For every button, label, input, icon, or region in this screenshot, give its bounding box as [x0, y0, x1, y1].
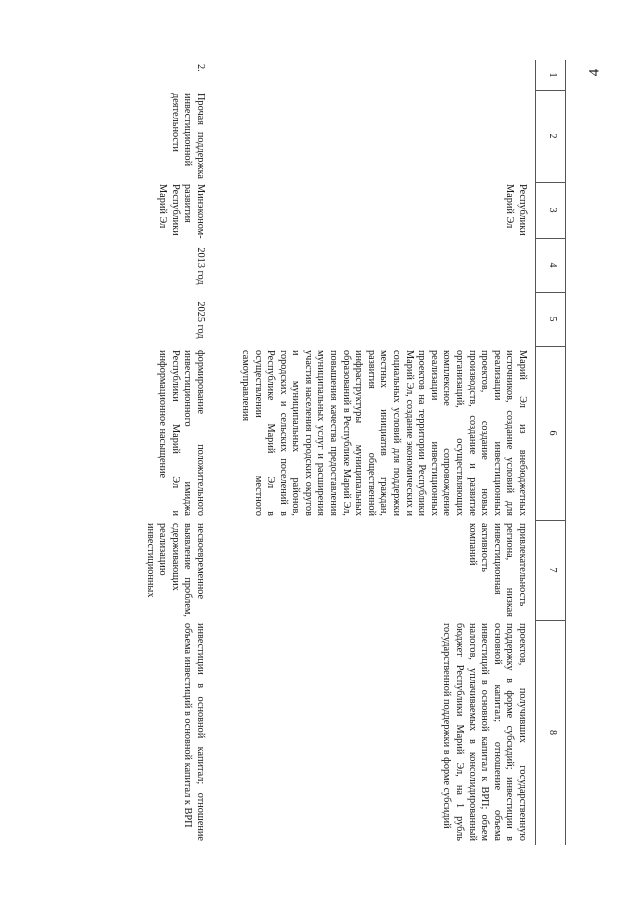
page-number: 4: [586, 68, 603, 77]
row1-col8: проектов, получивших государственную поддержку в форме субсидий; инвестиции в основной капитал; отношение объема инвестиций в основной капитал к ВРП; объем налогов, уплачиваемых в консолидированный бюджет Республики Марий Эл, на 1 рубль государственной поддержки в форме субсидий: [441, 623, 528, 841]
col-header-3: 3: [547, 207, 558, 213]
row1-col6: Марий Эл из внебюджетных источников, создание условий для реализации инвестиционных проектов, создание новых производств, создание и развитие организаций, осуществляющих комплексное сопровождение реализации инвестиционных проектов на территории Республики Марий Эл, создание экономических и социальных условий для поддержки местных инициатив граждан, развития общественной инфраструктуры муниципальных образований в Республике Марий Эл, повышения качества предоставления муниципальных услуг и расширения участия населения городских округов и муниципальных районов, городских и сельских поселений в Республике Марий Эл в осуществлении местного самоуправления: [239, 350, 528, 516]
col-header-4: 4: [547, 262, 558, 268]
row1-col3: Республики Марий Эл: [504, 184, 528, 236]
col-header-5: 5: [547, 316, 558, 322]
row2-col8: инвестиции в основной капитал; отношение объема инвестиций в основной капитал к ВРП: [182, 623, 206, 841]
table-top-rule: [565, 60, 566, 845]
row2-col1: 2.: [195, 64, 206, 72]
col-header-6: 6: [547, 430, 558, 436]
col-header-8: 8: [547, 730, 558, 735]
row2-col5: 2025 год: [195, 301, 206, 339]
row2-col2: Прочая поддержка инвестиционной деятельности: [169, 93, 206, 179]
table-grid: [116, 60, 566, 845]
rotated-table: [116, 60, 566, 845]
row2-col7: несвоевременное выявление проблем, сдерживающих реализацию инвестиционных: [144, 523, 206, 617]
row2-col6: формирование положительного инвестиционного имиджа Республики Марий Эл и информационное насыщение: [157, 350, 206, 516]
col-header-1: 1: [547, 72, 558, 78]
table-header-rule: [535, 60, 536, 845]
row2-col3: Минэконом-развития Республики Марий Эл: [157, 184, 206, 239]
row2-col4: 2013 год: [195, 247, 206, 285]
col-header-2: 2: [547, 133, 558, 139]
row1-col7: привлекательность региона, низкая инвестиционная активность компаний: [466, 523, 528, 617]
col-header-7: 7: [547, 567, 558, 573]
